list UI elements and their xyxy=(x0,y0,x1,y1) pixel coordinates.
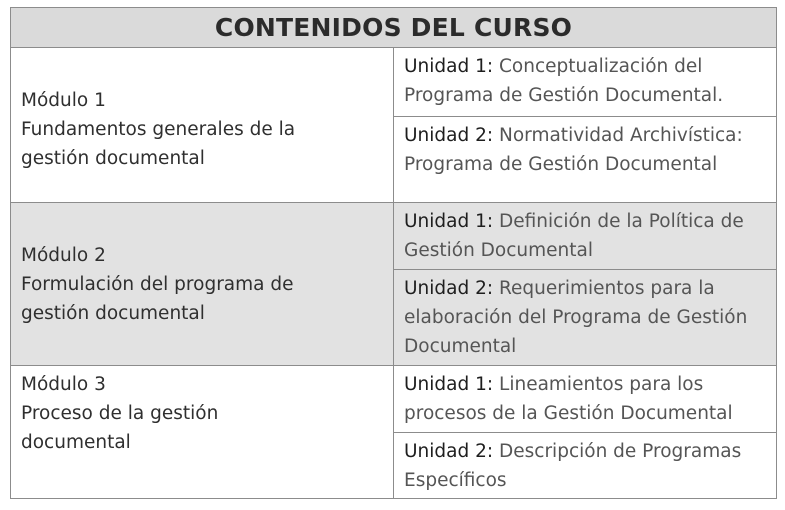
module-3-name-line-2: documental xyxy=(21,432,131,453)
module-3-unit-1-cell xyxy=(394,366,777,433)
table-row-module-2-unit-1 xyxy=(11,203,777,270)
module-3-unit-2-cell xyxy=(394,433,777,499)
module-3-unit-2-label: Unidad 2: xyxy=(404,441,494,462)
table-header-row xyxy=(11,8,777,48)
module-1-unit-1-label: Unidad 1: xyxy=(404,56,494,77)
module-1-unit-2-text: Normatividad Archivística: Programa de Gestión Documental xyxy=(404,125,743,175)
module-3-name-line-1: Proceso de la gestión xyxy=(21,403,219,424)
module-1-unit-2-cell xyxy=(394,117,777,203)
table-row-module-1-unit-1 xyxy=(11,48,777,117)
module-3-unit-2-text: Descripción de Programas Específicos xyxy=(404,441,742,491)
module-2-name-line-1: Formulación del programa de xyxy=(21,273,294,295)
module-2-unit-2-label: Unidad 2: xyxy=(404,278,494,299)
module-2-name-line-2: gestión documental xyxy=(21,302,205,324)
module-3-unit-1-text: Lineamientos para los procesos de la Gestión Documental xyxy=(404,374,733,424)
module-3-cell xyxy=(11,366,394,499)
module-1-name-line-1: Fundamentos generales de la xyxy=(21,118,296,140)
module-1-unit-1-text: Conceptualización del Programa de Gestión Documental. xyxy=(404,56,724,106)
module-2-unit-1-cell xyxy=(394,203,777,270)
module-3-unit-1-label: Unidad 1: xyxy=(404,374,494,395)
module-1-unit-1-cell xyxy=(394,48,777,117)
module-2-cell xyxy=(11,203,394,366)
module-1-unit-2-label: Unidad 2: xyxy=(404,125,494,146)
module-1-number: Módulo 1 xyxy=(21,89,106,111)
module-2-unit-2-text: Requerimientos para la elaboración del Programa de Gestión Documental xyxy=(404,278,748,357)
course-contents-table xyxy=(10,7,777,499)
module-2-unit-1-text: Definición de la Política de Gestión Documental xyxy=(404,211,744,261)
module-3-number: Módulo 3 xyxy=(21,374,106,395)
module-1-cell xyxy=(11,48,394,203)
table-title: CONTENIDOS DEL CURSO xyxy=(11,8,777,48)
module-1-name-line-2: gestión documental xyxy=(21,147,205,169)
table-row-module-3-unit-1 xyxy=(11,366,777,433)
module-2-unit-2-cell xyxy=(394,270,777,366)
module-2-unit-1-label: Unidad 1: xyxy=(404,211,494,232)
module-2-number: Módulo 2 xyxy=(21,244,106,266)
